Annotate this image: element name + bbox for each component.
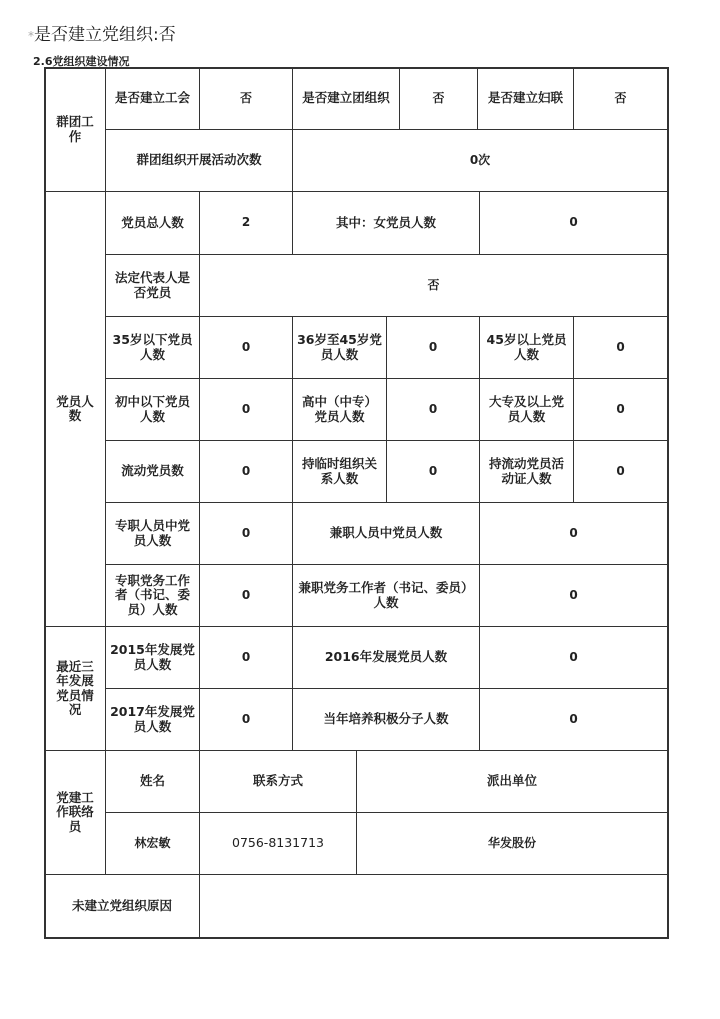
table-value-cell: 0 [573, 316, 668, 379]
group-label-members: 党员人数 [44, 191, 106, 627]
table-label-cell: 专职党务工作者（书记、委员）人数 [105, 564, 200, 627]
table-value-cell: 0 [479, 564, 668, 627]
table-value-cell: 0次 [292, 129, 668, 192]
table-value-cell [199, 874, 668, 938]
table-label-cell: 2016年发展党员人数 [292, 626, 480, 689]
table-label-cell: 联系方式 [199, 750, 357, 813]
required-star: * [28, 29, 34, 43]
table-value-cell: 否 [199, 67, 293, 130]
table-label-cell: 高中（中专）党员人数 [292, 378, 387, 441]
table-label-cell: 群团组织开展活动次数 [105, 129, 293, 192]
table-label-cell: 是否建立妇联 [477, 67, 574, 130]
table-label-cell: 是否建立团组织 [292, 67, 400, 130]
table-value-cell: 林宏敏 [105, 812, 200, 875]
table-value-cell: 0 [386, 316, 480, 379]
table-value-cell: 0 [479, 688, 668, 751]
table-label-cell: 未建立党组织原因 [44, 874, 200, 938]
table-value-cell: 0 [479, 626, 668, 689]
table-value-cell: 0756-8131713 [199, 812, 357, 875]
group-label-mass: 群团工作 [44, 67, 106, 192]
table-value-cell: 0 [199, 440, 293, 503]
table-label-cell: 45岁以上党员人数 [479, 316, 574, 379]
table-label-cell: 当年培养积极分子人数 [292, 688, 480, 751]
table-value-cell: 0 [199, 316, 293, 379]
table-label-cell: 初中以下党员人数 [105, 378, 200, 441]
table-label-cell: 党员总人数 [105, 191, 200, 255]
table-value-cell: 0 [199, 626, 293, 689]
table-label-cell: 36岁至45岁党员人数 [292, 316, 387, 379]
table-label-cell: 专职人员中党员人数 [105, 502, 200, 565]
table-label-cell: 兼职党务工作者（书记、委员）人数 [292, 564, 480, 627]
table-value-cell: 华发股份 [356, 812, 668, 875]
table-label-cell: 35岁以下党员人数 [105, 316, 200, 379]
party-org-value: 否 [158, 25, 176, 45]
table-label-cell: 持临时组织关系人数 [292, 440, 387, 503]
group-label-recent: 最近三年发展党员情况 [44, 626, 106, 751]
table-value-cell: 0 [479, 191, 668, 255]
table-value-cell: 0 [386, 440, 480, 503]
table-label-cell: 持流动党员活动证人数 [479, 440, 574, 503]
table-label-cell: 兼职人员中党员人数 [292, 502, 480, 565]
section-title: 2.6党组织建设情况 [33, 55, 130, 68]
table-value-cell: 0 [386, 378, 480, 441]
table-value-cell: 2 [199, 191, 293, 255]
table-label-cell: 流动党员数 [105, 440, 200, 503]
table-value-cell: 0 [199, 378, 293, 441]
table-label-cell: 大专及以上党员人数 [479, 378, 574, 441]
group-label-liaison: 党建工作联络员 [44, 750, 106, 875]
table-value-cell: 0 [573, 440, 668, 503]
table-value-cell: 0 [199, 688, 293, 751]
table-label-cell: 派出单位 [356, 750, 668, 813]
table-value-cell: 否 [573, 67, 668, 130]
table-value-cell: 否 [199, 254, 668, 317]
party-org-established [28, 20, 176, 45]
table-label-cell: 其中：女党员人数 [292, 191, 480, 255]
table-label-cell: 2017年发展党员人数 [105, 688, 200, 751]
table-label-cell: 法定代表人是否党员 [105, 254, 200, 317]
table-value-cell: 0 [199, 502, 293, 565]
party-org-label: 是否建立党组织: [34, 25, 159, 45]
table-value-cell: 0 [479, 502, 668, 565]
table-label-cell: 是否建立工会 [105, 67, 200, 130]
table-label-cell: 姓名 [105, 750, 200, 813]
table-value-cell: 否 [399, 67, 478, 130]
table-value-cell: 0 [573, 378, 668, 441]
table-label-cell: 2015年发展党员人数 [105, 626, 200, 689]
table-value-cell: 0 [199, 564, 293, 627]
